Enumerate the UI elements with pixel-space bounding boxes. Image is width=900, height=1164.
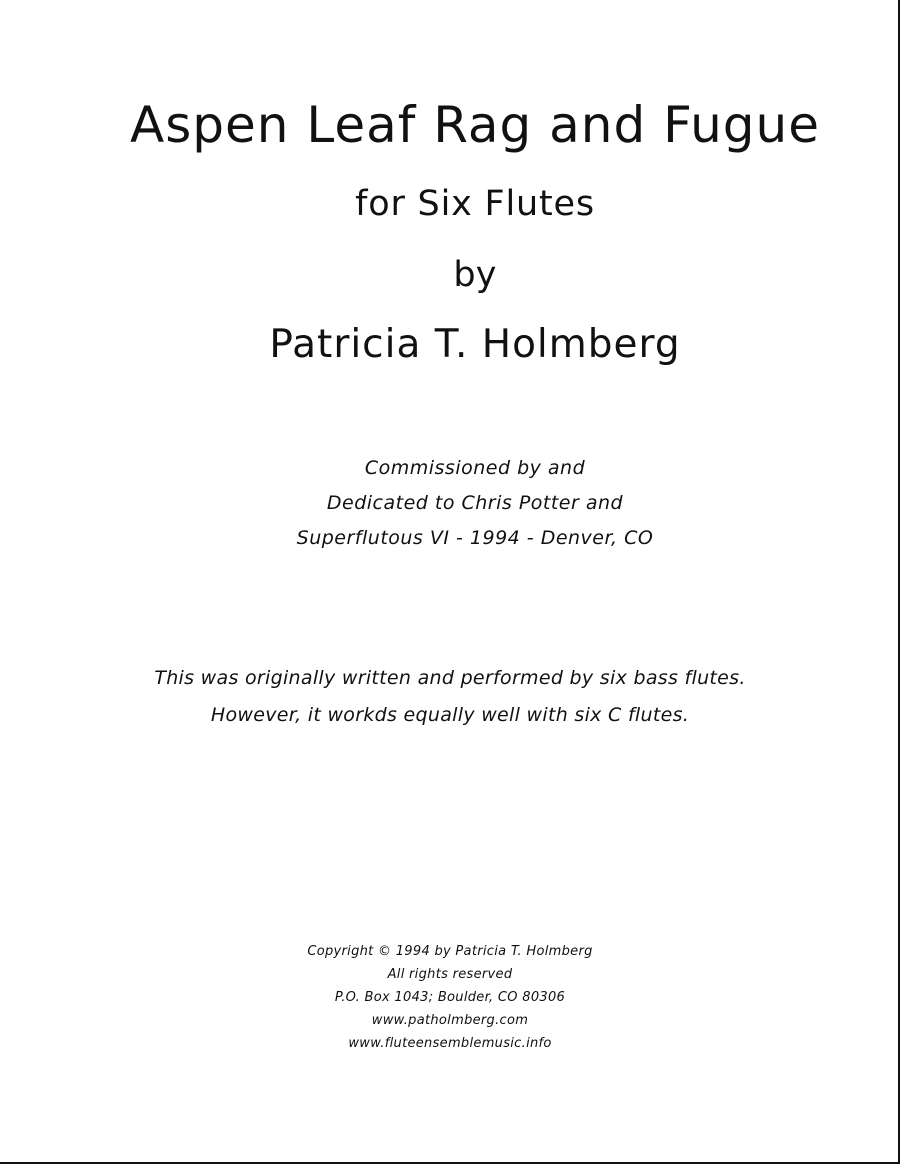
website-link-fluteensemblemusic[interactable]: www.fluteensemblemusic.info (348, 1036, 552, 1051)
mailing-address: P.O. Box 1043; Boulder, CO 80306 (334, 990, 566, 1005)
website-link-patholmberg[interactable]: www.patholmberg.com (371, 1013, 529, 1028)
dedication-line-2: Dedicated to Chris Potter and (326, 492, 624, 514)
dedication-line-3: Superflutous VI - 1994 - Denver, CO (296, 527, 654, 549)
performance-note-line-1: This was originally written and performed by six bass flutes. (154, 667, 746, 689)
piece-title: Aspen Leaf Rag and Fugue (130, 96, 820, 154)
rights-reserved: All rights reserved (387, 967, 513, 982)
instrumentation-subtitle: for Six Flutes (355, 184, 595, 224)
copyright-notice: Copyright © 1994 by Patricia T. Holmberg (307, 944, 593, 959)
dedication-line-1: Commissioned by and (364, 457, 586, 479)
composer-name: Patricia T. Holmberg (269, 322, 681, 367)
performance-note-line-2: However, it workds equally well with six C flutes. (210, 704, 690, 726)
by-label: by (453, 255, 497, 295)
